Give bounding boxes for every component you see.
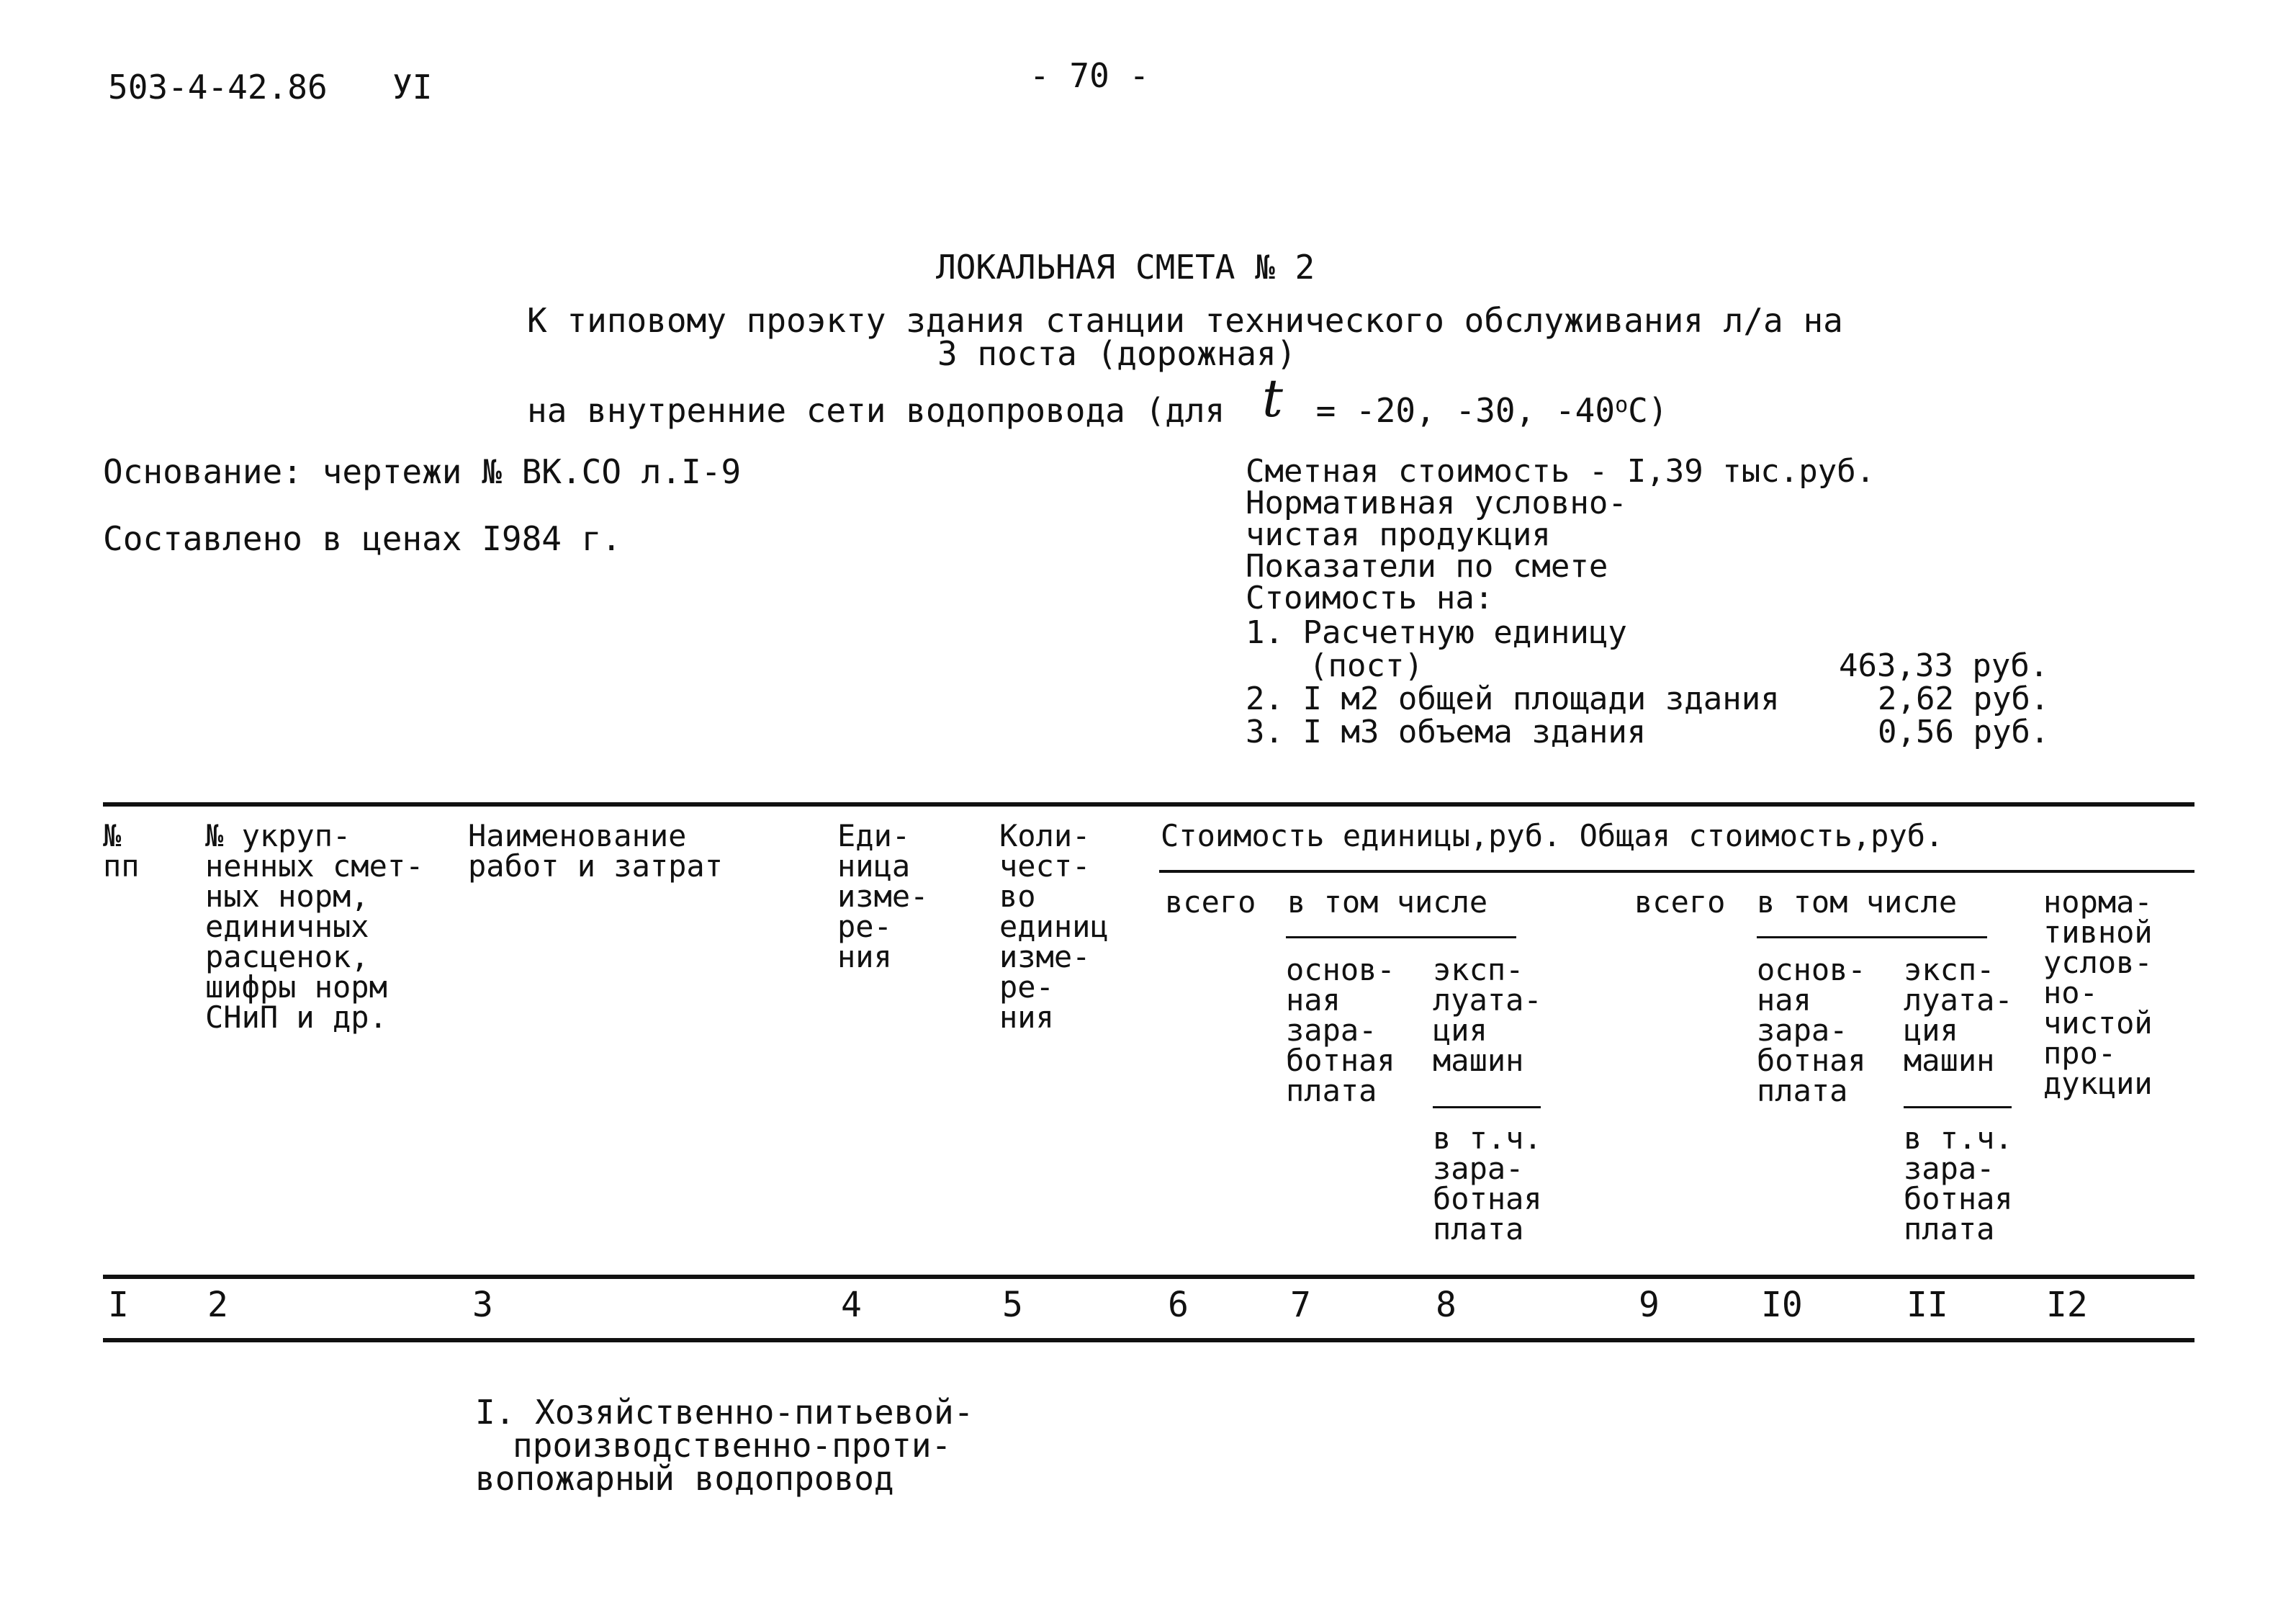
normative-label-1: Нормативная условно-: [1246, 485, 1627, 521]
column-number: 7: [1290, 1285, 1311, 1325]
indicator-1-label-unit: (пост): [1309, 647, 1423, 684]
document-title: ЛОКАЛЬНАЯ СМЕТА № 2: [936, 248, 1315, 287]
indicators-label: Показатели по смете: [1246, 548, 1608, 585]
title-line-1: К типовому проэкту здания станции технического обслуживания л/а на: [527, 301, 1843, 340]
normative-label-2: чистая продукция: [1246, 516, 1551, 553]
section-heading-line-2: производственно-проти-: [513, 1426, 952, 1465]
indicator-2-label: 2. I м2 общей площади здания: [1246, 681, 1780, 717]
header-total-machines: эксп- луата- ция машин: [1904, 952, 2013, 1078]
page-number: - 70 -: [1030, 56, 1150, 95]
unit-machines-rule: [1433, 1106, 1541, 1108]
column-number: 5: [1002, 1285, 1023, 1325]
header-unit-incl: в том числе: [1287, 884, 1488, 920]
header-col-5: Коли- чест- во единиц изме- ре- ния: [999, 818, 1109, 1035]
column-number: 6: [1168, 1285, 1189, 1325]
column-number: 9: [1639, 1285, 1660, 1325]
header-total-wage: основ- ная зара- ботная плата: [1757, 952, 1866, 1108]
header-unit-wage: основ- ная зара- ботная плата: [1286, 952, 1395, 1108]
column-number: I0: [1761, 1285, 1803, 1325]
header-col-3: Наименование работ и затрат: [468, 818, 724, 884]
header-unit-machines-wage: в т.ч. зара- ботная плата: [1433, 1121, 1542, 1247]
degree-sign: о: [1615, 392, 1629, 418]
column-number: I: [108, 1285, 129, 1325]
header-unit-machines: эксп- луата- ция машин: [1433, 952, 1542, 1078]
section-heading-line-1: I. Хозяйственно-питьевой-: [475, 1393, 974, 1432]
total-incl-rule: [1757, 936, 1987, 938]
indicator-3-value: 0,56 руб.: [1878, 714, 2050, 750]
header-col-4: Еди- ница изме- ре- ния: [837, 818, 929, 974]
indicator-1-label: 1. Расчетную единицу: [1246, 614, 1627, 651]
volume-number: УI: [392, 68, 433, 107]
header-col-2: № укруп- ненных смет- ных норм, единичных расценок, шифры норм СНиП и др.: [205, 818, 424, 1035]
column-number: 2: [207, 1285, 228, 1325]
header-cost-group: Стоимость единицы,руб. Общая стоимость,руб.: [1161, 818, 1944, 853]
table-top-rule: [103, 802, 2194, 807]
header-total-total: всего: [1634, 884, 1726, 920]
temperature-variable: t: [1262, 368, 1283, 428]
basis-drawings: Основание: чертежи № ВК.СО л.I-9: [103, 452, 742, 491]
indicator-1-value: 463,33 руб.: [1839, 647, 2049, 684]
indicator-3-label: 3. I м3 объема здания: [1246, 714, 1647, 750]
column-number: 3: [472, 1285, 493, 1325]
numbers-bottom-rule: [103, 1338, 2194, 1342]
indicator-2-value: 2,62 руб.: [1878, 681, 2050, 717]
header-normative: норма- тивной услов- но- чистой про- дукции: [2043, 884, 2153, 1101]
column-number: II: [1906, 1285, 1948, 1325]
total-machines-rule: [1904, 1106, 2012, 1108]
title-line-3-prefix: на внутренние сети водопровода (для: [527, 391, 1225, 430]
section-heading-line-3: вопожарный водопровод: [475, 1459, 894, 1498]
title-line-3: [527, 368, 1668, 432]
header-total-machines-wage: в т.ч. зара- ботная плата: [1904, 1121, 2013, 1247]
column-number: 4: [841, 1285, 862, 1325]
title-line-2: 3 поста (дорожная): [937, 334, 1297, 373]
header-unit-total: всего: [1165, 884, 1256, 920]
header-col-1: № пп: [103, 818, 140, 884]
estimated-cost: Сметная стоимость - I,39 тыс.руб.: [1246, 453, 1876, 490]
column-number: 8: [1436, 1285, 1457, 1325]
header-bottom-rule: [103, 1275, 2194, 1279]
basis-prices: Составлено в ценах I984 г.: [103, 519, 622, 558]
document-code: 503-4-42.86: [108, 68, 328, 107]
unit-incl-rule: [1286, 936, 1516, 938]
header-total-incl: в том числе: [1757, 884, 1958, 920]
temperature-values: = -20, -30, -40: [1315, 391, 1616, 430]
column-number: I2: [2046, 1285, 2088, 1325]
title-line-3-suffix: С): [1628, 391, 1668, 430]
cost-for-label: Стоимость на:: [1246, 580, 1494, 616]
group-header-rule: [1159, 870, 2194, 873]
